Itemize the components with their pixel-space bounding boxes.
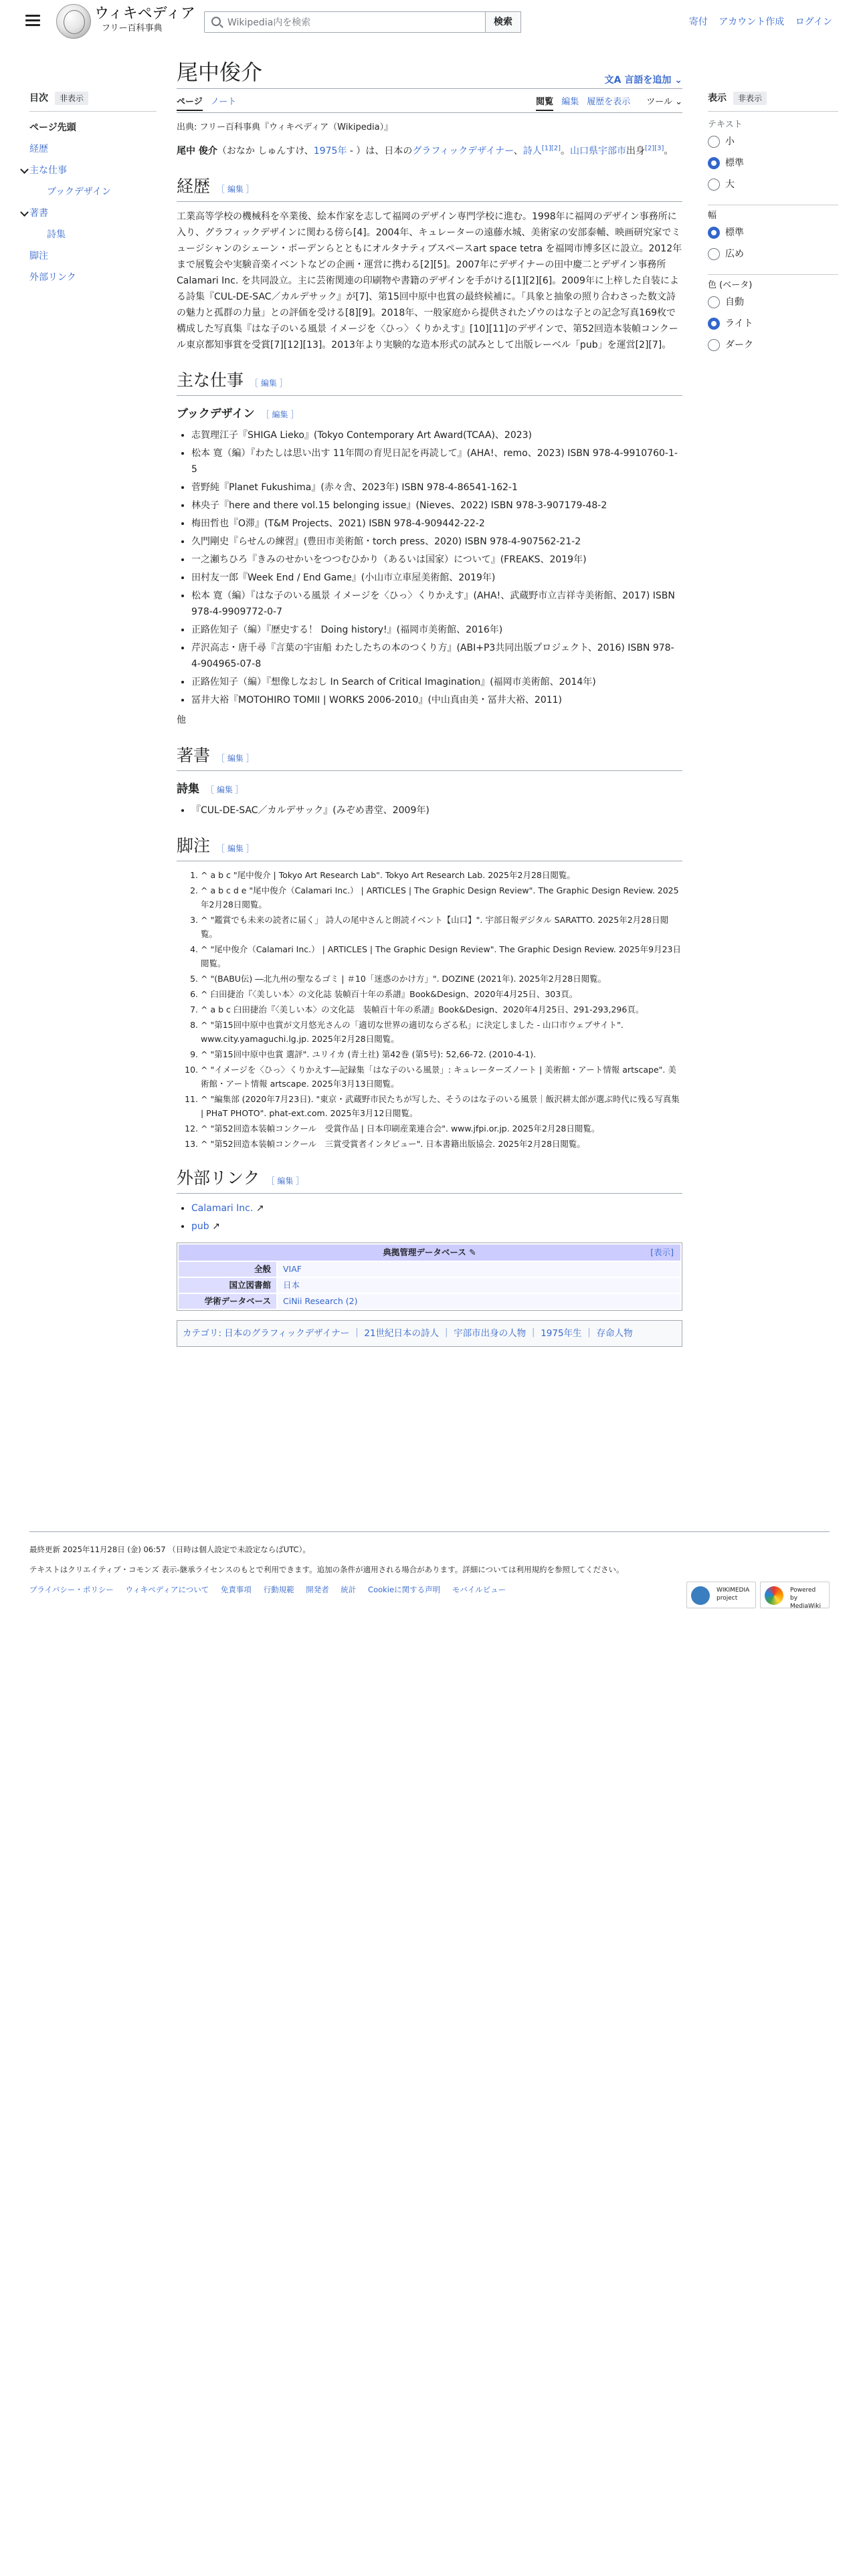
reference-item: 10. ^ "イメージを〈ひっ〉くりかえす―記録集「はな子のいる風景」: キュレーターズノート | 美術館・アート情報 artscape". 美術館・アート情報 artscape. 2025年3月13日閲覧。 [201,1063,682,1091]
reference-item: 8. ^ "第15回中原中也賞が文月悠光さんの「適切な世界の適切ならざる私」に決定しました - 山口市ウェブサイト". www.city.yamaguchi.lg.jp. 2025年2月28日閲覧。 [201,1018,682,1046]
color-light[interactable]: ライト [708,317,838,330]
edit-section-link[interactable]: ［ 編集 ］ [250,378,288,388]
category-links[interactable]: カテゴリ: 日本のグラフィックデザイナー ｜ 21世紀日本の詩人 ｜ 宇部市出身の人物 ｜ 1975年生 ｜ 存命人物 [177,1320,682,1347]
reference-item: 3. ^ "鑑賞でも未来の読者に届く」 詩人の尾中さんと朗読イベント【山口】". 宇部日報デジタル SARATTO. 2025年2月28日閲覧。 [201,913,682,941]
page-title: 尾中俊介 [177,60,263,84]
poetry-list [191,802,682,819]
article-content [177,58,682,1347]
wikimedia-project-badge[interactable]: WIKIMEDIA project [686,1582,756,1608]
appearance-panel [708,91,838,360]
width-wide[interactable]: 広め [708,247,838,261]
tab-edit[interactable]: 編集 [561,97,579,107]
heading-book-design: ブックデザイン ［ 編集 ］ [177,407,299,421]
color-dark[interactable]: ダーク [708,338,838,352]
add-languages-button[interactable]: 文A 言語を追加 ⌄ [604,75,682,86]
link-poet[interactable]: 詩人 [522,145,542,156]
toc-item-poetry[interactable]: 詩集 [47,229,66,241]
list-item: • 『CUL-DE-SAC／カルデサック』(みぞめ書堂、2009年) [191,802,682,819]
footer-link[interactable]: 開発者 [306,1585,329,1594]
list-item: • 正路佐知子（編）『想像しなおし In Search of Critical Imagination』(福岡市美術館、2014年) [191,674,682,690]
list-item: • 梅田哲也『O滞』(T&M Projects、2021) ISBN 978-4-909442-22-2 [191,516,682,532]
list-item: • 林央子『here and there vol.15 belonging issue』(Nieves、2022) ISBN 978-3-907179-48-2 [191,498,682,514]
text-size-small[interactable]: 小 [708,135,838,148]
footer-link[interactable]: モバイルビュー [452,1585,506,1594]
appearance-hide-button[interactable]: 非表示 [733,92,767,105]
login-link[interactable]: ログイン [795,17,832,27]
heading-external-links: 外部リンク ［ 編集 ］ [177,1168,682,1194]
tools-menu[interactable]: ツール ⌄ [646,97,682,107]
external-link-calamari[interactable]: Calamari Inc. [191,1203,254,1214]
list-item: • 松本 寛（編）『はな子のいる風景 イメージを〈ひっ〉くりかえす』(AHA!、武蔵野市立吉祥寺美術館、2017) ISBN 978-4-9909772-0-7 [191,588,682,620]
toc-title: 目次 [29,93,48,104]
edit-section-link[interactable]: ［ 編集 ］ [266,1176,304,1186]
edit-section-link[interactable]: ［ 編集 ］ [261,409,299,419]
footer-link[interactable]: 統計 [341,1585,357,1594]
color-auto[interactable]: 自動 [708,296,838,309]
heading-writings: 著書 ［ 編集 ］ [177,746,682,771]
translate-icon: 文A [604,75,625,86]
list-item: • 芹沢高志・唐千尋『言葉の宇宙船 わたしたちの本のつくり方』(ABI+P3共同出版プロジェクト、2016) ISBN 978-4-904965-07-8 [191,640,682,672]
reference-item: 11. ^ "編集部 (2020年7月23日). "東京・武蔵野市民たちが写した、そうのはな子のいる風景｜飯沢耕太郎が選ぶ時代に残る写真集 | PHaT PHOTO". phat-ext.com. 2025年3月12日閲覧。 [201,1092,682,1120]
other-note: 他 [177,714,186,726]
donate-link[interactable]: 寄付 [688,17,708,27]
reference-item: 4. ^ "尾中俊介（Calamari Inc.） | ARTICLES | The Graphic Design Review". The Graphic Design Review. 2025年9月23日閲覧。 [201,942,682,970]
tab-talk[interactable]: ノート [210,97,237,107]
reference-item: 7. ^ a b c 臼田捷治『〈美しい本〉の文化誌 装幀百十年の系譜』Book&Design、2020年4月25日、291-293,296頁。 [201,1002,682,1016]
personal-links [681,15,832,29]
create-account-link[interactable]: アカウント作成 [719,17,785,27]
edit-section-link[interactable]: ［ 編集 ］ [217,844,254,854]
logo-title[interactable]: ウィキペディア [94,5,195,22]
authority-key: 全般 [179,1262,276,1277]
toc-item-external-links[interactable]: 外部リンク [29,272,76,284]
footer-link[interactable]: ウィキペディアについて [125,1585,209,1594]
career-paragraph: 工業高等学校の機械科を卒業後、絵本作家を志して福岡のデザイン専門学校に進む。1998年に福岡のデザイン事務所に入り、グラフィックデザインに関わる傍ら[4]。2004年、キュレーターの遠藤水城、美術家の安部泰輔、映画研究家でミュージシャンのシェーン・ボーデンらとともにオルタナティブスペースart space tetra を福岡市博多区に設立。2012年まで展覧会や実験音楽イベントなどの企画・運営に携わる[2][5]。2007年にデザイナーの田中慶二とデザイン事務所 Calamari Inc. を共同設立。主に芸術関連の印刷物や書籍のデザインを手がける[1][2][6]。2009年に上梓した自装による詩集『CUL-DE-SAC／カルデサック』が[7]、第15回中原中也賞の最終候補に。「具象と抽象の照り合わさった数文詩の魅力と孤群の力量」との評価を受ける[8][9]。2018年、一般家庭から提供されたゾウのはな子との記念写真169枚で構成した写真集『はな子のいる風景 イメージを〈ひっ〉くりかえす』[10][11]のデザインで、第52回造本装幀コンクール東京都知事賞を受賞[7][12][13]。2013年より実験的な造本形式の試みとして出版レーベル「pub」を運営[2][7]。 [177,211,682,350]
toc-item-career[interactable]: 経歴 [29,144,48,155]
list-item: • 松本 寛（編）『わたしは思い出す 11年間の育児日記を再読して』(AHA!、remo、2023) ISBN 978-4-9910760-1-5 [191,445,682,477]
license-text: テキストはクリエイティブ・コモンズ 表示-継承ライセンスのもとで利用できます。追加の条件が適用される場合があります。詳細については利用規約を参照してください。 [29,1565,624,1574]
reference-item: 5. ^ "(BABU伝) ―北九州の聖なるゴミ | ＃10「迷惑のかけ方」". DOZINE (2021年). 2025年2月28日閲覧。 [201,972,682,986]
search-input[interactable]: Wikipedia内を検索 [227,17,311,28]
tab-page[interactable]: ページ [177,97,203,111]
search-icon [211,17,221,26]
reference-item: 13. ^ "第52回造本装幀コンクール 三賞受賞者インタビュー". 日本書籍出版協会. 2025年2月28日閲覧。 [201,1137,682,1151]
text-size-large[interactable]: 大 [708,178,838,191]
edit-section-link[interactable]: ［ 編集 ］ [217,184,254,194]
text-size-label: テキスト [708,120,743,130]
main-menu-icon[interactable] [25,15,40,27]
powered-by-mediawiki-badge[interactable]: Powered by MediaWiki [760,1582,830,1608]
tab-read[interactable]: 閲覧 [536,97,553,111]
site-footer [29,1531,830,1610]
heading-notes: 脚注 ［ 編集 ］ [177,836,682,861]
from-line: 出典: フリー百科事典『ウィキペディア（Wikipedia）』 [177,122,393,132]
search-button[interactable]: 検索 [485,11,521,33]
authority-toggle[interactable]: [表示] [650,1247,674,1258]
toc-item-works[interactable]: 主な仕事 [29,164,157,177]
authority-value[interactable]: 日本 [276,1278,680,1293]
external-link-pub[interactable]: pub [191,1221,209,1232]
reference-item: 6. ^ 臼田捷治『〈美しい本〉の文化誌 装幀百十年の系譜』Book&Design、2020年4月25日、303頁。 [201,987,682,1001]
authority-title: 典拠管理データベース [383,1247,466,1258]
reference-item: 9. ^ "第15回中原中也賞 選評". ユリイカ (青土社) 第42巻 (第5号): 52,66-72. (2010-4-1). [201,1047,682,1061]
color-label: 色 (ベータ) [708,274,838,293]
list-item: • 菅野純『Planet Fukushima』(赤々舎、2023年) ISBN 978-4-86541-162-1 [191,479,682,496]
footer-link[interactable]: 行動規範 [263,1585,294,1594]
wikimedia-logo-icon [691,1586,710,1605]
reference-item: 2. ^ a b c d e "尾中俊介（Calamari Inc.） | ARTICLES | The Graphic Design Review". The Graphic Design Review. 2025年2月28日閲覧。 [201,883,682,911]
toc-item-notes[interactable]: 脚注 [29,251,48,262]
site-header [0,0,859,47]
edit-section-link[interactable]: ［ 編集 ］ [217,753,254,763]
authority-key: 学術データベース [179,1294,276,1309]
table-of-contents [29,91,157,292]
width-label: 幅 [708,205,838,223]
footer-link[interactable]: Cookieに関する声明 [368,1585,441,1594]
list-item: • 田村友一郎『Week End / End Game』(小山市立車屋美術館、2019年) [191,570,682,586]
mediawiki-logo-icon [765,1586,783,1605]
toc-item-writings[interactable]: 著書 [29,207,157,220]
edit-section-link[interactable]: ［ 編集 ］ [206,784,244,794]
toc-item-top[interactable]: ページ先頭 [29,122,76,134]
list-item: • 久門剛史『らせんの練習』(豊田市美術館・torch press、2020) ISBN 978-4-907562-21-2 [191,534,682,550]
authority-value[interactable]: CiNii Research (2) [276,1294,680,1309]
authority-key: 国立図書館 [179,1278,276,1293]
references-list [201,868,682,1151]
book-design-list [191,427,682,708]
external-links-list [191,1200,682,1235]
search-box[interactable] [204,11,521,33]
page-tabs [177,93,682,113]
footer-link[interactable]: 免責事項 [220,1585,252,1594]
toc-item-book-design[interactable]: ブックデザイン [47,187,112,198]
footer-link[interactable]: プライバシー・ポリシー [29,1585,114,1594]
last-modified: 最終更新 2025年11月28日 (金) 06:57 （日時は個人設定で未設定ならばUTC）。 [29,1545,310,1554]
link-ube[interactable]: 宇部市 [598,145,627,156]
external-link-icon: ↗ [212,1221,220,1232]
lead-paragraph: 尾中 俊介（おなか しゅんすけ、1975年 - ）は、日本のグラフィックデザイナー、詩人[1][2]。山口県宇部市出身[2][3]。 [177,144,674,156]
link-1975[interactable]: 1975年 [313,145,347,156]
list-item: • 正路佐知子（編）『歴史する！ Doing history!』(福岡市美術館、2016年) [191,622,682,638]
link-graphic-designer[interactable]: グラフィックデザイナー [412,145,514,156]
list-item: • 冨井大裕『MOTOHIRO TOMII | WORKS 2006-2010』(中山真由美・冨井大裕、2011) [191,692,682,708]
authority-value[interactable]: VIAF [276,1262,680,1277]
list-item: • 一之瀬ちひろ『きみのせかいをつつむひかり（あるいは国家）について』(FREAKS、2019年) [191,552,682,568]
wikipedia-globe-logo[interactable] [56,4,91,39]
list-item: • 志賀理江子『SHIGA Lieko』(Tokyo Contemporary Art Award(TCAA)、2023) [191,427,682,443]
tab-history[interactable]: 履歴を表示 [587,97,631,107]
toc-hide-button[interactable]: 非表示 [55,92,88,105]
heading-poetry: 詩集 ［ 編集 ］ [177,782,244,796]
text-size-standard[interactable]: 標準 [708,156,838,170]
width-standard[interactable]: 標準 [708,226,838,239]
authority-control-box [177,1243,682,1311]
reference-item: 12. ^ "第52回造本装幀コンクール 受賞作品 | 日本印刷産業連合会". www.jfpi.or.jp. 2025年2月28日閲覧。 [201,1121,682,1136]
heading-career: 経歴 ［ 編集 ］ [177,177,682,202]
link-yamaguchi[interactable]: 山口県 [570,145,599,156]
external-link-icon: ↗ [256,1203,264,1214]
edit-pencil-icon[interactable]: ✎ [469,1247,476,1258]
reference-item: 1. ^ a b c "尾中俊介 | Tokyo Art Research Lab". Tokyo Art Research Lab. 2025年2月28日閲覧。 [201,868,682,882]
logo-subtitle: フリー百科事典 [102,23,163,33]
heading-works: 主な仕事 ［ 編集 ］ [177,370,682,396]
appearance-title: 表示 [708,93,727,104]
